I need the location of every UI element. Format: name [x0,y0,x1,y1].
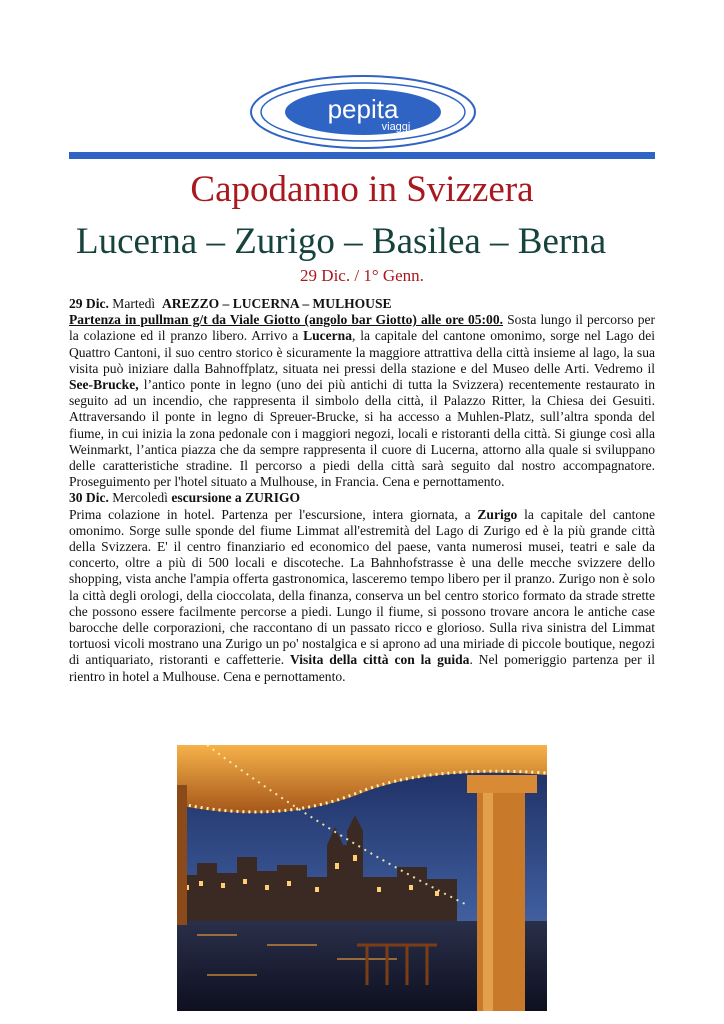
day2-description [69,507,655,685]
trip-dates: 29 Dic. / 1° Genn. [300,266,424,285]
day2-route: escursione a ZURIGO [171,490,301,506]
day1-bold-2: See-Brucke, [69,377,139,393]
day2-heading [69,490,655,506]
page-title: Capodanno in Svizzera [190,169,534,210]
day1-departure: Partenza in pullman g/t da Viale Giotto (angolo bar Giotto) alle ore 05:00. [69,312,503,328]
day1-route: AREZZO – LUCERNA – MULHOUSE [161,296,392,311]
logo-brand-text: pepita [327,94,399,124]
zurich-photo-illustration [177,745,547,1011]
day2-text-2: la capitale del cantone omonimo. Sorge sulle sponde del fiume Limmat all'estremità del Lago di Zurigo ed è la più grande città della Svizzera. E' il centro finanziario ed economico del paese, vanta numerosi musei, teatri e sale da concerto, oltre a più di 500 locali e discoteche. La Bahnhofstrasse è una delle mecche svizzere dello shopping, vista anche l'ampia offerta gastronomica, lasceremo tempo libero per il pranzo. Zurigo non è solo la città degli orologi, della cioccolata, della finanza, conserva un bel centro storico formato da strade strette che possono essere facilmente percorse a piedi. Lungo il fiume, si possono trovare ancora le antiche case barocche delle corporazioni, che raccontano di un passato ricco e glorioso. Sulla riva sinistra del Limmat tortuosi vicoli mostrano una Zurigo un po' nostalgica e si aprono ad una miriade di piccole boutique, negozi di antiquariato, ristoranti e caffetterie. [69,506,655,668]
day1-text-1: Sosta lungo il percorso per la colazione ed il pranzo libero. Arrivo a [69,312,656,344]
day2-weekday: Mercoledì [112,490,168,506]
day1-description [69,312,655,490]
day2-text-1: Prima colazione in hotel. Partenza per l'escursione, intera giornata, a [69,506,471,522]
day1-text-3: l’antico ponte in legno (uno dei più antichi di tutta la Svizzera) recentemente restaurato in seguito ad un incendio, che rappresenta il simbolo della città, il Palazzo Ritter, la Chiesa dei Gesuiti. Attraversando il ponte in legno di Spreuer-Brucke, si ha accesso a Muhlen-Platz, sull’altra sponda del fiume, in cui inizia la zona pedonale con i maggiori negozi, locali e ristoranti della città. Si giunge così alla Weinmarkt, l’antica piazza che da sempre rappresenta il cuore di Lucerna, attorno alla quale si sviluppano delle caratteristiche stradine. Il percorso a piedi della città sarà seguito dal nostro accompagnatore. Proseguimento per l'hotel situato a Mulhouse, in Francia. Cena e pernottamento. [69,377,655,490]
day1-bold-1: Lucerna [303,328,352,344]
day1-text-2: , la capitale del cantone omonimo, sorge nel Lago dei Quattro Cantoni, il suo centro storico è sicuramente la maggiore attrattiva della città insieme al lago, la sua visita può iniziare dalla Bahnoffplatz, situata nei pressi della stazione e del Museo delle Arti. Vedremo il [69,328,655,376]
page-subtitle: Lucerna – Zurigo – Basilea – Berna [76,221,607,262]
day1-weekday: Martedì [112,296,156,311]
logo-sub-text: viaggi [381,121,411,133]
day2-bold-2: Visita della città con la guida [290,652,470,668]
itinerary-body [69,296,655,685]
day2-bold-1: Zurigo [477,506,518,522]
day1-date: 29 Dic. [69,296,109,311]
pepita-viaggi-logo [248,74,478,152]
day2-date: 30 Dic. [69,490,109,506]
logo-graphic [248,74,478,152]
day1-heading [69,296,655,312]
header-rule [69,152,655,159]
day2-text-3: . Nel pomeriggio partenza per il rientro in hotel a Mulhouse. Cena e pernottamento. [69,652,655,684]
zurich-night-photo [177,745,547,1011]
